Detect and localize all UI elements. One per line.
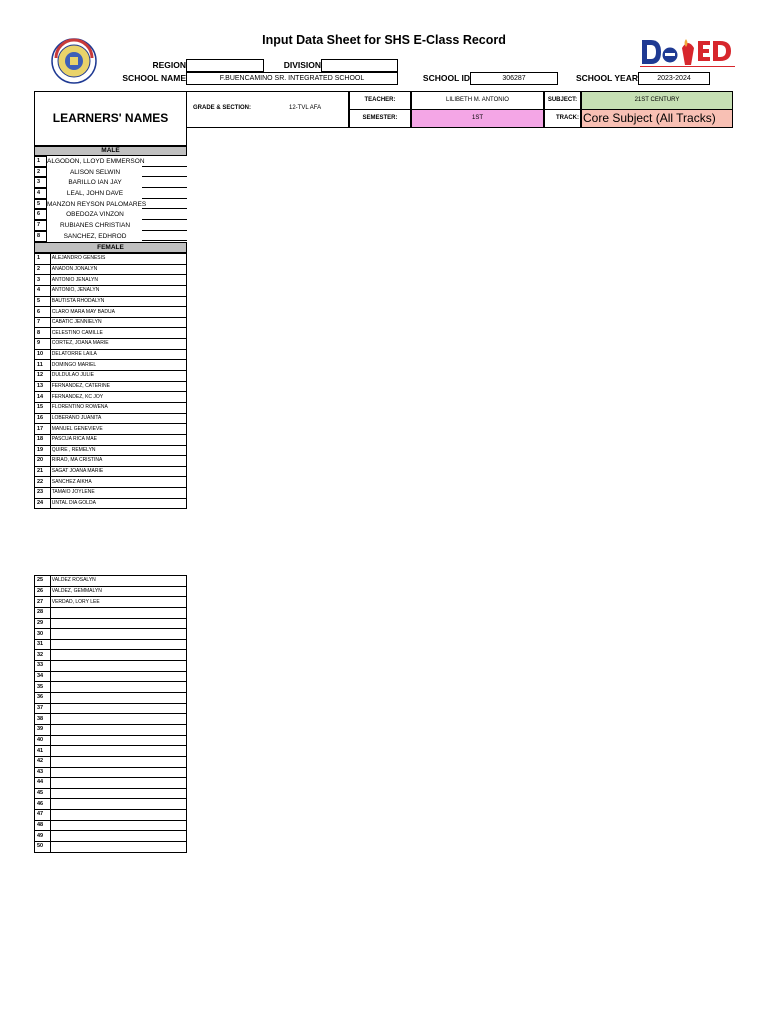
female-row <box>35 360 187 371</box>
female-row <box>35 434 187 445</box>
female-row <box>35 842 187 853</box>
learner-name[interactable]: VALDEZ, GEMMALYN <box>50 586 186 597</box>
row-number: 36 <box>35 693 51 704</box>
learner-name[interactable] <box>50 703 186 714</box>
row-number: 39 <box>35 724 51 735</box>
female-row <box>35 693 187 704</box>
row-number: 27 <box>35 597 51 608</box>
row-number: 4 <box>34 188 47 199</box>
row-number: 8 <box>34 231 47 242</box>
learner-name[interactable]: MANZON REYSON PALOMARES <box>47 200 147 208</box>
row-number: 32 <box>35 650 51 661</box>
row-number: 21 <box>35 466 51 477</box>
row-number: 12 <box>35 371 51 382</box>
learner-name[interactable]: RUBIANES CHRISTIAN <box>59 222 131 230</box>
row-number: 17 <box>35 424 51 435</box>
male-row <box>34 220 187 231</box>
male-row <box>34 167 187 178</box>
learner-name[interactable]: TAMAIO JOYLENE <box>50 488 186 499</box>
division-field[interactable] <box>321 59 398 72</box>
school-id-field[interactable]: 306287 <box>470 72 558 85</box>
learners-names-header <box>34 91 187 146</box>
female-row <box>35 413 187 424</box>
female-row <box>35 466 187 477</box>
row-number: 6 <box>34 209 47 220</box>
female-row <box>35 392 187 403</box>
male-list <box>34 156 187 242</box>
learner-name[interactable]: SANCHEZ, EDHROD <box>63 232 127 240</box>
learner-name[interactable] <box>50 746 186 757</box>
row-number: 7 <box>35 317 51 328</box>
female-row <box>35 264 187 275</box>
male-row <box>34 177 187 188</box>
male-row <box>34 156 187 167</box>
learner-name[interactable]: OBEDOZA VINZON <box>66 211 124 219</box>
female-row <box>35 371 187 382</box>
learner-name[interactable]: CORTEZ, JOANA MARIE <box>50 339 186 350</box>
school-id-label: SCHOOL ID <box>422 73 470 83</box>
row-number: 38 <box>35 714 51 725</box>
female-row <box>35 285 187 296</box>
row-number: 1 <box>35 254 51 265</box>
row-number: 24 <box>35 498 51 509</box>
female-row <box>35 682 187 693</box>
learner-name[interactable]: FERNANDEZ, CATERINE <box>50 381 186 392</box>
learner-name[interactable] <box>50 714 186 725</box>
learner-name[interactable]: CELESTINO CAMILLE <box>50 328 186 339</box>
female-row <box>35 477 187 488</box>
grade-section-value[interactable]: 12-TVL AFA <box>289 105 322 111</box>
learner-name[interactable]: CABATIC JENNIELYN <box>50 317 186 328</box>
female-row <box>35 488 187 499</box>
learner-name[interactable]: LOBERANO JUANITA <box>50 413 186 424</box>
row-number: 47 <box>35 810 51 821</box>
female-row <box>35 317 187 328</box>
row-number: 1 <box>34 156 47 167</box>
female-row <box>35 307 187 318</box>
female-row <box>35 456 187 467</box>
row-number: 50 <box>35 842 51 853</box>
row-number: 43 <box>35 767 51 778</box>
semester-field[interactable]: 1ST <box>411 109 544 128</box>
female-row <box>35 724 187 735</box>
female-row <box>35 746 187 757</box>
female-row <box>35 339 187 350</box>
female-row <box>35 586 187 597</box>
learner-name[interactable]: RIRAO, MA CRISTINA <box>50 456 186 467</box>
learners-names-label: LEARNERS' NAMES <box>52 111 169 125</box>
learner-name[interactable] <box>50 629 186 640</box>
learner-name[interactable] <box>50 831 186 842</box>
learner-name[interactable]: UNTAL DIA GOLDA <box>50 498 186 509</box>
track-label: TRACK: <box>544 109 581 128</box>
female-row <box>35 254 187 265</box>
female-row <box>35 381 187 392</box>
female-row <box>35 661 187 672</box>
row-number: 11 <box>35 360 51 371</box>
row-number: 9 <box>35 339 51 350</box>
learner-name[interactable]: ANTONIO, JENALYN <box>50 285 186 296</box>
learner-name[interactable] <box>50 682 186 693</box>
learner-name[interactable] <box>50 799 186 810</box>
learner-name[interactable]: DELATORRE LAILA <box>50 349 186 360</box>
row-number: 48 <box>35 820 51 831</box>
learner-name[interactable] <box>50 661 186 672</box>
learner-name[interactable]: ANTONIO JENALYN <box>50 275 186 286</box>
row-number: 35 <box>35 682 51 693</box>
learner-name[interactable]: MANUEL GENEVIEVE <box>50 424 186 435</box>
female-row <box>35 402 187 413</box>
page-title: Input Data Sheet for SHS E-Class Record <box>262 33 506 47</box>
row-number: 19 <box>35 445 51 456</box>
row-number: 2 <box>35 264 51 275</box>
female-row <box>35 275 187 286</box>
male-row <box>34 199 187 210</box>
row-number: 3 <box>34 177 47 188</box>
learner-name[interactable] <box>50 724 186 735</box>
deped-seal-icon <box>48 38 100 84</box>
female-row <box>35 618 187 629</box>
learner-name[interactable]: ALISON SELWIN <box>69 168 121 176</box>
learner-name[interactable]: QUIRE , REMELYN <box>50 445 186 456</box>
learner-name[interactable]: ANADON JONALYN <box>50 264 186 275</box>
learner-name[interactable] <box>50 618 186 629</box>
female-row <box>35 788 187 799</box>
row-number: 31 <box>35 639 51 650</box>
learner-name[interactable]: BARILLO IAN JAY <box>68 179 122 187</box>
male-section-header: MALE <box>34 146 187 156</box>
learner-name[interactable] <box>50 778 186 789</box>
female-row <box>35 607 187 618</box>
learner-name[interactable]: DOMINGO MARIEL <box>50 360 186 371</box>
female-row <box>35 735 187 746</box>
female-continued-table <box>34 575 187 853</box>
row-number: 29 <box>35 618 51 629</box>
row-number: 46 <box>35 799 51 810</box>
female-row <box>35 639 187 650</box>
subject-label: SUBJECT: <box>544 91 581 110</box>
learner-name[interactable]: FLORENTINO ROWENA <box>50 402 186 413</box>
learner-name[interactable]: DULDULAO JULIE <box>50 371 186 382</box>
learner-name[interactable] <box>50 650 186 661</box>
learner-name[interactable]: PASCUA RICA MAE <box>50 434 186 445</box>
row-number: 13 <box>35 381 51 392</box>
row-number: 16 <box>35 413 51 424</box>
learner-name[interactable] <box>50 671 186 682</box>
learner-name[interactable] <box>50 767 186 778</box>
learner-name[interactable]: CLARO MARA MAY BADUA <box>50 307 186 318</box>
learner-name[interactable]: VALDEZ ROSALYN <box>50 576 186 587</box>
female-table <box>34 253 187 509</box>
row-number: 41 <box>35 746 51 757</box>
row-number: 8 <box>35 328 51 339</box>
female-row <box>35 296 187 307</box>
row-number: 42 <box>35 756 51 767</box>
row-number: 30 <box>35 629 51 640</box>
row-number: 22 <box>35 477 51 488</box>
learner-name[interactable]: BAUTISTA RHODALYN <box>50 296 186 307</box>
learner-name[interactable] <box>50 820 186 831</box>
female-row <box>35 778 187 789</box>
learner-name[interactable]: SANCHEZ AIKHA <box>50 477 186 488</box>
row-number: 10 <box>35 349 51 360</box>
school-year-field[interactable]: 2023-2024 <box>638 72 710 85</box>
female-row <box>35 767 187 778</box>
school-year-label: SCHOOL YEAR <box>575 73 638 83</box>
grade-section-label: GRADE & SECTION: <box>193 105 252 111</box>
female-row <box>35 671 187 682</box>
school-name-label: SCHOOL NAME <box>122 73 186 83</box>
female-row <box>35 445 187 456</box>
female-row <box>35 424 187 435</box>
row-number: 49 <box>35 831 51 842</box>
teacher-field[interactable]: LILIBETH M. ANTONIO <box>411 91 544 110</box>
learner-name[interactable] <box>50 639 186 650</box>
learner-name[interactable]: LEAL, JOHN DAVE <box>66 190 124 198</box>
female-row <box>35 650 187 661</box>
learner-name[interactable] <box>50 756 186 767</box>
female-row <box>35 756 187 767</box>
female-row <box>35 576 187 587</box>
female-row <box>35 799 187 810</box>
learner-name[interactable] <box>50 810 186 821</box>
region-field[interactable] <box>186 59 264 72</box>
row-number: 37 <box>35 703 51 714</box>
learner-name[interactable] <box>50 607 186 618</box>
female-row <box>35 820 187 831</box>
female-row <box>35 328 187 339</box>
female-row <box>35 597 187 608</box>
female-row <box>35 831 187 842</box>
row-number: 33 <box>35 661 51 672</box>
learner-name[interactable] <box>50 693 186 704</box>
female-row <box>35 629 187 640</box>
female-row <box>35 498 187 509</box>
female-row <box>35 810 187 821</box>
row-number: 2 <box>34 167 47 178</box>
male-row <box>34 209 187 220</box>
learner-name[interactable]: VERDAD, LORY LEE <box>50 597 186 608</box>
row-number: 26 <box>35 586 51 597</box>
track-field[interactable]: Core Subject (All Tracks) <box>581 109 733 128</box>
row-number: 45 <box>35 788 51 799</box>
school-name-field[interactable]: F.BUENCAMINO SR. INTEGRATED SCHOOL <box>186 72 398 85</box>
semester-label: SEMESTER: <box>349 109 411 128</box>
female-row <box>35 349 187 360</box>
row-number: 14 <box>35 392 51 403</box>
row-number: 20 <box>35 456 51 467</box>
row-number: 23 <box>35 488 51 499</box>
subject-field[interactable]: 21ST CENTURY <box>581 91 733 110</box>
learner-name[interactable]: ALEJANDRO GENESIS <box>50 254 186 265</box>
learner-name[interactable]: SAGAT JOANA MARIE <box>50 466 186 477</box>
male-row <box>34 231 187 242</box>
row-number: 40 <box>35 735 51 746</box>
learner-name[interactable] <box>50 735 186 746</box>
learner-name[interactable] <box>50 842 186 853</box>
female-row <box>35 714 187 725</box>
male-row <box>34 188 187 199</box>
row-number: 5 <box>35 296 51 307</box>
row-number: 6 <box>35 307 51 318</box>
row-number: 44 <box>35 778 51 789</box>
female-section-header: FEMALE <box>34 242 187 253</box>
learner-name[interactable]: FERNANDEZ, KC JOY <box>50 392 186 403</box>
row-number: 5 <box>34 199 47 210</box>
row-number: 18 <box>35 434 51 445</box>
row-number: 25 <box>35 576 51 587</box>
teacher-label: TEACHER: <box>349 91 411 110</box>
row-number: 34 <box>35 671 51 682</box>
female-row <box>35 703 187 714</box>
deped-logo <box>640 36 735 70</box>
row-number: 7 <box>34 220 47 231</box>
grade-section-block <box>186 91 349 128</box>
division-label: DIVISION <box>283 60 321 70</box>
row-number: 15 <box>35 402 51 413</box>
row-number: 4 <box>35 285 51 296</box>
learner-name[interactable] <box>50 788 186 799</box>
region-label: REGION <box>152 60 186 70</box>
row-number: 3 <box>35 275 51 286</box>
learner-name[interactable]: ALGODON, LLOYD EMMERSON <box>47 158 145 165</box>
row-number: 28 <box>35 607 51 618</box>
